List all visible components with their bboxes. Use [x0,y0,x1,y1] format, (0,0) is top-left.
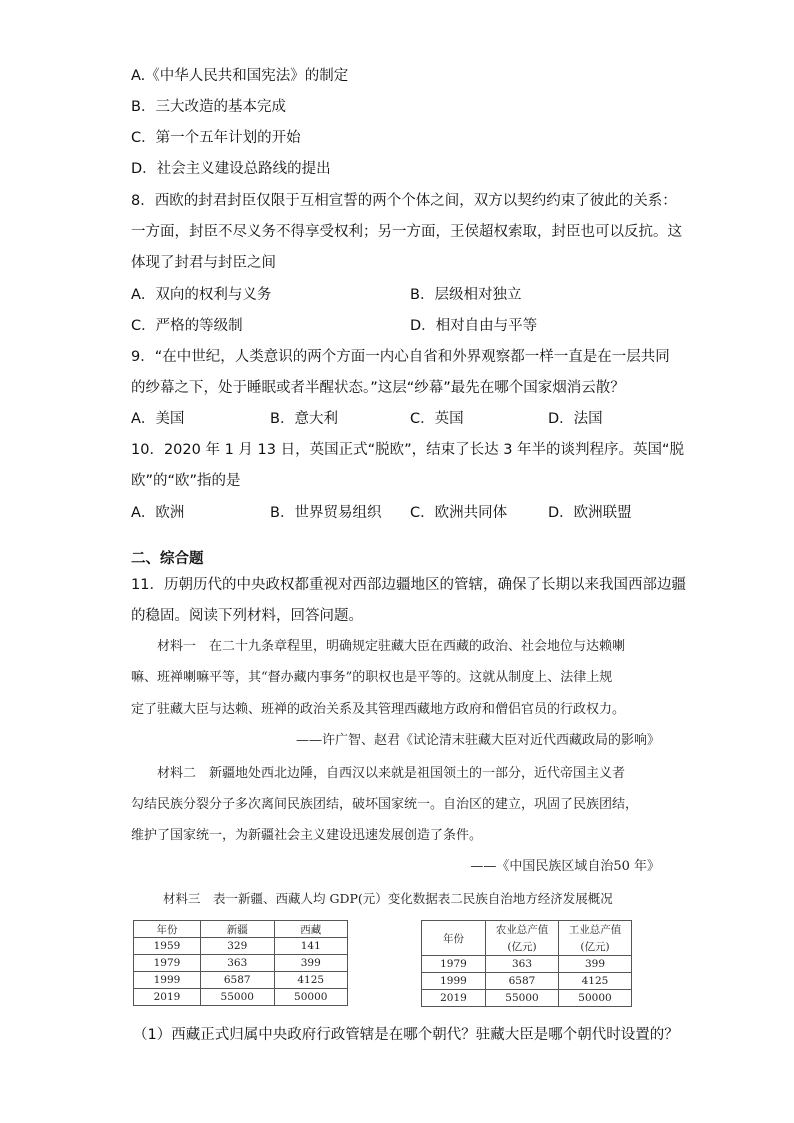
table-cell: 4125 [274,972,348,989]
q7-option-d: D．社会主义建设总路线的提出 [131,161,331,177]
material2-source: ——《中国民族区域自治50 年》 [470,859,660,874]
q10-stem-line-2: 欧”的“欧”指的是 [131,473,241,489]
table-row [134,989,348,1006]
q8-option-d: D．相对自由与平等 [410,318,538,334]
table-header-cell: 农业总产值 [486,921,559,939]
q8-option-c: C．严格的等级制 [131,318,243,334]
table-row [134,955,348,972]
table-cell: 50000 [274,989,348,1006]
q8-option-b: B．层级相对独立 [410,287,522,303]
table-cell: 55000 [486,990,559,1007]
q11-subquestion-1: （1）西藏正式归属中央政府行政管辖是在哪个朝代？驻藏大臣是哪个朝代时设置的？ [133,1027,679,1043]
table-cell: 55000 [201,989,275,1006]
q8-stem-line-2: 一方面，封臣不尽义务不得享受权利；另一方面，王侯超权索取，封臣也可以反抗。这 [131,224,682,240]
q10-option-b: B．世界贸易组织 [270,505,382,521]
q9-stem-line-2: 的纱幕之下，处于睡眠或者半醒状态。”这层“纱幕”最先在哪个国家烟消云散？ [131,380,625,396]
q7-option-b: B．三大改造的基本完成 [131,99,286,115]
q11-stem-line-2: 的稳固。阅读下列材料，回答问题。 [131,608,363,624]
q10-option-a: A．欧洲 [131,505,185,521]
table-cell: 1999 [422,973,486,990]
material1-line-3: 定了驻藏大臣与达赖、班禅的政治关系及其管理西藏地方政府和僧侣官员的行政权力。 [131,702,626,717]
table-gdp [133,920,348,1006]
table-cell: 6587 [201,972,275,989]
table-header-cell: 新疆 [201,921,275,938]
table-subheader-cell: (亿元) [559,938,632,956]
table-cell: 399 [274,955,348,972]
q8-stem-line-1: 8．西欧的封君封臣仅限于互相宣誓的两个个体之间，双方以契约约束了彼此的关系： [131,193,677,209]
material2-line-3: 维护了国家统一，为新疆社会主义建设迅速发展创造了条件。 [131,828,483,843]
table-subheader-cell: (亿元) [486,938,559,956]
q9-option-a: A．美国 [131,411,185,427]
q9-option-b: B．意大利 [270,411,338,427]
table-cell: 363 [486,956,559,973]
q7-option-a: A.《中华人民共和国宪法》的制定 [131,68,349,84]
table-header-row [134,921,348,938]
table-cell: 4125 [559,973,632,990]
q10-stem-line-1: 10．2020 年 1 月 13 日，英国正式“脱欧”，结束了长达 3 年半的谈判程序。英国“脱 [131,442,685,458]
table-row [422,956,632,973]
table-cell: 50000 [559,990,632,1007]
table-header-cell: 年份 [134,921,201,938]
table-cell: 1979 [422,956,486,973]
q8-option-a: A．双向的权利与义务 [131,287,272,303]
material1-source: ——许广智、赵君《试论清末驻藏大臣对近代西藏政局的影响》 [295,733,660,748]
table-cell: 1959 [134,938,201,955]
table-cell: 329 [201,938,275,955]
table-economy [421,920,632,1007]
table-row [134,938,348,955]
table-row [422,990,632,1007]
table-cell: 1999 [134,972,201,989]
table-header-row [422,921,632,939]
material3-caption: 材料三 表一新疆、西藏人均 GDP(元）变化数据表二民族自治地方经济发展概况 [163,891,613,906]
material1-line-1: 材料一 在二十九条章程里，明确规定驻藏大臣在西藏的政治、社会地位与达赖喇 [131,639,626,654]
table-header-cell: 西藏 [274,921,348,938]
section-title: 二、综合题 [131,551,204,567]
table-header-cell: 工业总产值 [559,921,632,939]
material2-line-1: 材料二 新疆地处西北边陲，自西汉以来就是祖国领土的一部分，近代帝国主义者 [131,766,626,781]
table-cell: 2019 [134,989,201,1006]
table-header-cell: 年份 [422,921,486,956]
q7-option-c: C．第一个五年计划的开始 [131,130,301,146]
table-cell: 6587 [486,973,559,990]
table-cell: 363 [201,955,275,972]
q8-stem-line-3: 体现了封君与封臣之间 [131,255,276,271]
q10-option-d: D．欧洲联盟 [548,505,632,521]
q11-stem-line-1: 11．历朝历代的中央政权都重视对西部边疆地区的管辖，确保了长期以来我国西部边疆 [131,577,686,593]
table-row [422,973,632,990]
table-cell: 2019 [422,990,486,1007]
material1-line-2: 嘛、班禅喇嘛平等，其“督办藏内事务”的职权也是平等的。这就从制度上、法律上规 [131,670,613,685]
table-cell: 1979 [134,955,201,972]
q9-option-d: D．法国 [548,411,603,427]
table-cell: 141 [274,938,348,955]
q9-stem-line-1: 9．“在中世纪，人类意识的两个方面一内心自省和外界观察都一样一直是在一层共同 [131,349,670,365]
table-row [134,972,348,989]
table-cell: 399 [559,956,632,973]
q9-option-c: C．英国 [410,411,464,427]
material2-line-2: 勾结民族分裂分子多次离间民族团结，破坏国家统一。自治区的建立，巩固了民族团结， [131,797,639,812]
q10-option-c: C．欧洲共同体 [410,505,508,521]
